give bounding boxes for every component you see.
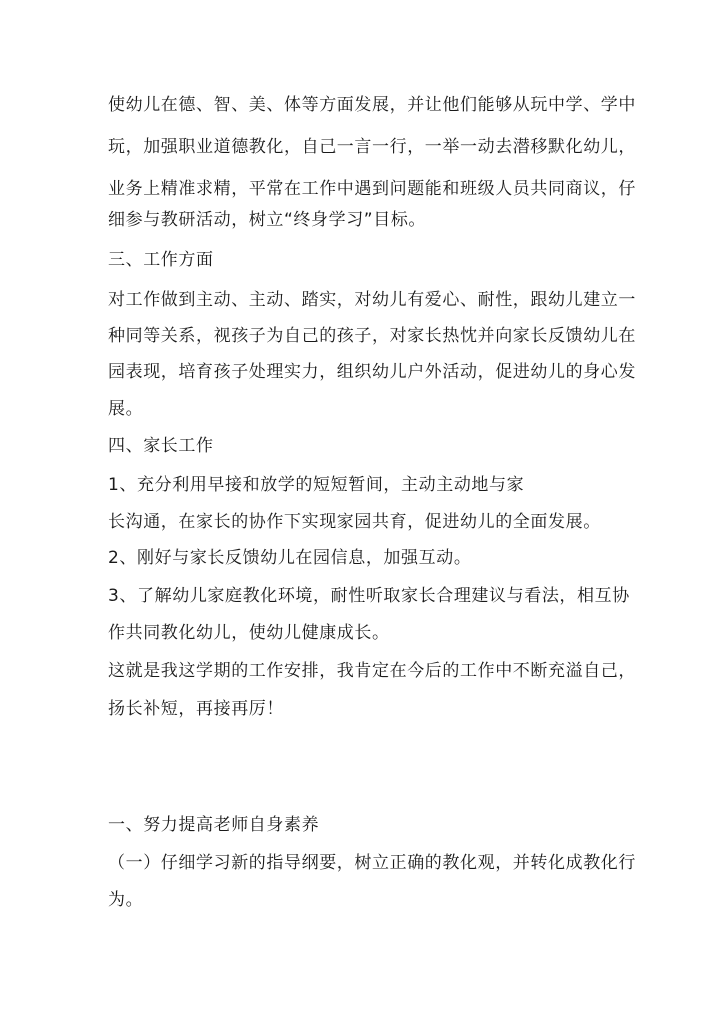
- text-line: 对工作做到主动、主动、踏实，对幼儿有爱心、耐性，跟幼儿建立一: [108, 290, 636, 310]
- section-heading: 一、努力提高老师自身素养: [108, 815, 320, 835]
- text-line: 扬长补短，再接再厉！: [108, 699, 284, 719]
- text-line: 长沟通，在家长的协作下实现家园共育，促进幼儿的全面发展。: [108, 512, 601, 532]
- text-line: 3、了解幼儿家庭教化环境，耐性听取家长合理建议与看法，相互协: [108, 586, 630, 606]
- text-line: 种同等关系，视孩子为自己的孩子，对家长热忱并向家长反馈幼儿在: [108, 326, 636, 346]
- text-line: 业务上精准求精，平常在工作中遇到问题能和班级人员共同商议，仔: [108, 179, 636, 199]
- text-line: 使幼儿在德、智、美、体等方面发展，并让他们能够从玩中学、学中: [108, 95, 636, 115]
- text-line: 细参与教研活动，树立“终身学习”目标。: [108, 210, 427, 230]
- text-line: （一）仔细学习新的指导纲要，树立正确的教化观，并转化成教化行: [108, 853, 636, 873]
- text-line: 玩，加强职业道德教化，自己一言一行，一举一动去潜移默化幼儿，: [108, 137, 636, 157]
- text-line: 1、充分利用早接和放学的短短暂间，主动主动地与家: [108, 475, 525, 495]
- text-line: 这就是我这学期的工作安排，我肯定在今后的工作中不断充溢自己，: [108, 661, 636, 681]
- text-line: 2、刚好与家长反馈幼儿在园信息，加强互动。: [108, 548, 472, 568]
- text-line: 展。: [108, 399, 144, 419]
- section-heading: 三、工作方面: [108, 250, 214, 270]
- section-heading: 四、家长工作: [108, 436, 214, 456]
- text-line: 为。: [108, 890, 144, 910]
- text-line: 园表现，培育孩子处理实力，组织幼儿户外活动，促进幼儿的身心发: [108, 362, 636, 382]
- text-line: 作共同教化幼儿，使幼儿健康成长。: [108, 623, 390, 643]
